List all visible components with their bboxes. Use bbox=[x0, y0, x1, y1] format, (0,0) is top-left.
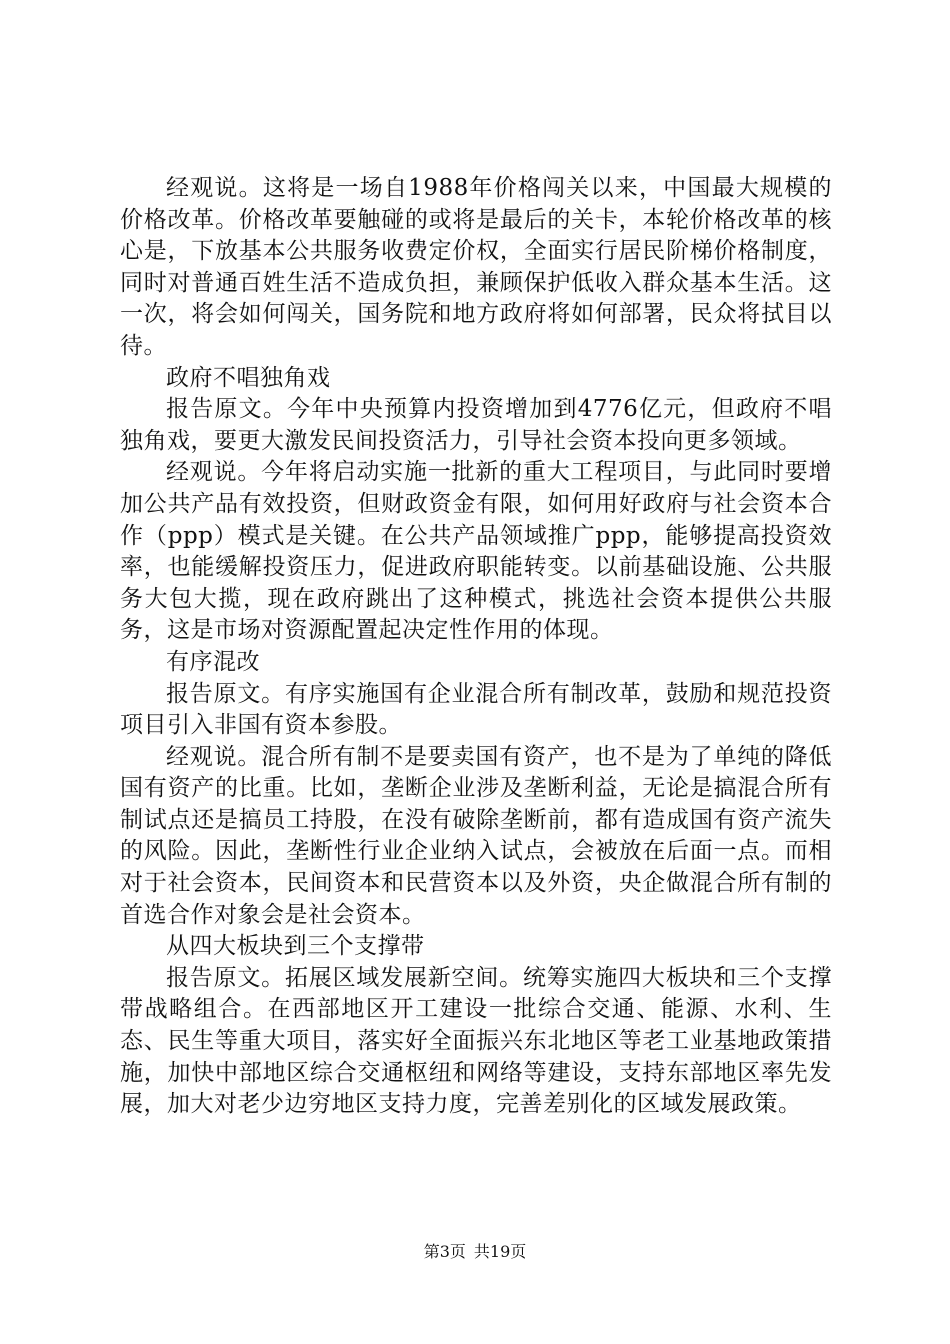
section-heading: 政府不唱独角戏 bbox=[166, 364, 331, 391]
paragraph: 经观说。今年将启动实施一批新的重大工程项目，与此同时要增加公共产品有效投资，但财政资金有限，如何用好政府与社会资本合作（ppp）模式是关键。在公共产品领域推广ppp，能够提高投资效率，也能缓解投资压力，促进政府职能转变。以前基础设施、公共服务大包大揽，现在政府跳出了这种模式，挑选社会资本提供公共服务，这是市场对资源配置起决定性作用的体现。 bbox=[120, 459, 832, 644]
page-total: 共19页 bbox=[473, 1242, 527, 1261]
section-heading: 从四大板块到三个支撑带 bbox=[166, 933, 425, 960]
paragraph: 报告原文。有序实施国有企业混合所有制改革，鼓励和规范投资项目引入非国有资本参股。 bbox=[120, 680, 832, 739]
paragraph: 经观说。混合所有制不是要卖国有资产，也不是为了单纯的降低国有资产的比重。比如，垄断企业涉及垄断利益，无论是搞混合所有制试点还是搞员工持股，在没有破除垄断前，都有造成国有资产流失的风险。因此，垄断性行业企业纳入试点，会被放在后面一点。而相对于社会资本，民间资本和民营资本以及外资，央企做混合所有制的首选合作对象会是社会资本。 bbox=[120, 743, 832, 928]
page-footer bbox=[0, 1242, 950, 1262]
section-heading: 有序混改 bbox=[166, 648, 260, 675]
page-number: 第3页 bbox=[423, 1242, 466, 1261]
document-body bbox=[120, 173, 832, 1121]
paragraph: 经观说。这将是一场自1988年价格闯关以来，中国最大规模的价格改革。价格改革要触碰的或将是最后的关卡，本轮价格改革的核心是，下放基本公共服务收费定价权，全面实行居民阶梯价格制度，同时对普通百姓生活不造成负担，兼顾保护低收入群众基本生活。这一次，将会如何闯关，国务院和地方政府将如何部署，民众将拭目以待。 bbox=[120, 175, 832, 359]
paragraph: 报告原文。今年中央预算内投资增加到4776亿元，但政府不唱独角戏，要更大激发民间投资活力，引导社会资本投向更多领域。 bbox=[120, 396, 832, 454]
paragraph: 报告原文。拓展区域发展新空间。统筹实施四大板块和三个支撑带战略组合。在西部地区开工建设一批综合交通、能源、水利、生态、民生等重大项目，落实好全面振兴东北地区等老工业基地政策措施，加快中部地区综合交通枢纽和网络等建设，支持东部地区率先发展，加大对老少边穷地区支持力度，完善差别化的区域发展政策。 bbox=[120, 964, 832, 1118]
